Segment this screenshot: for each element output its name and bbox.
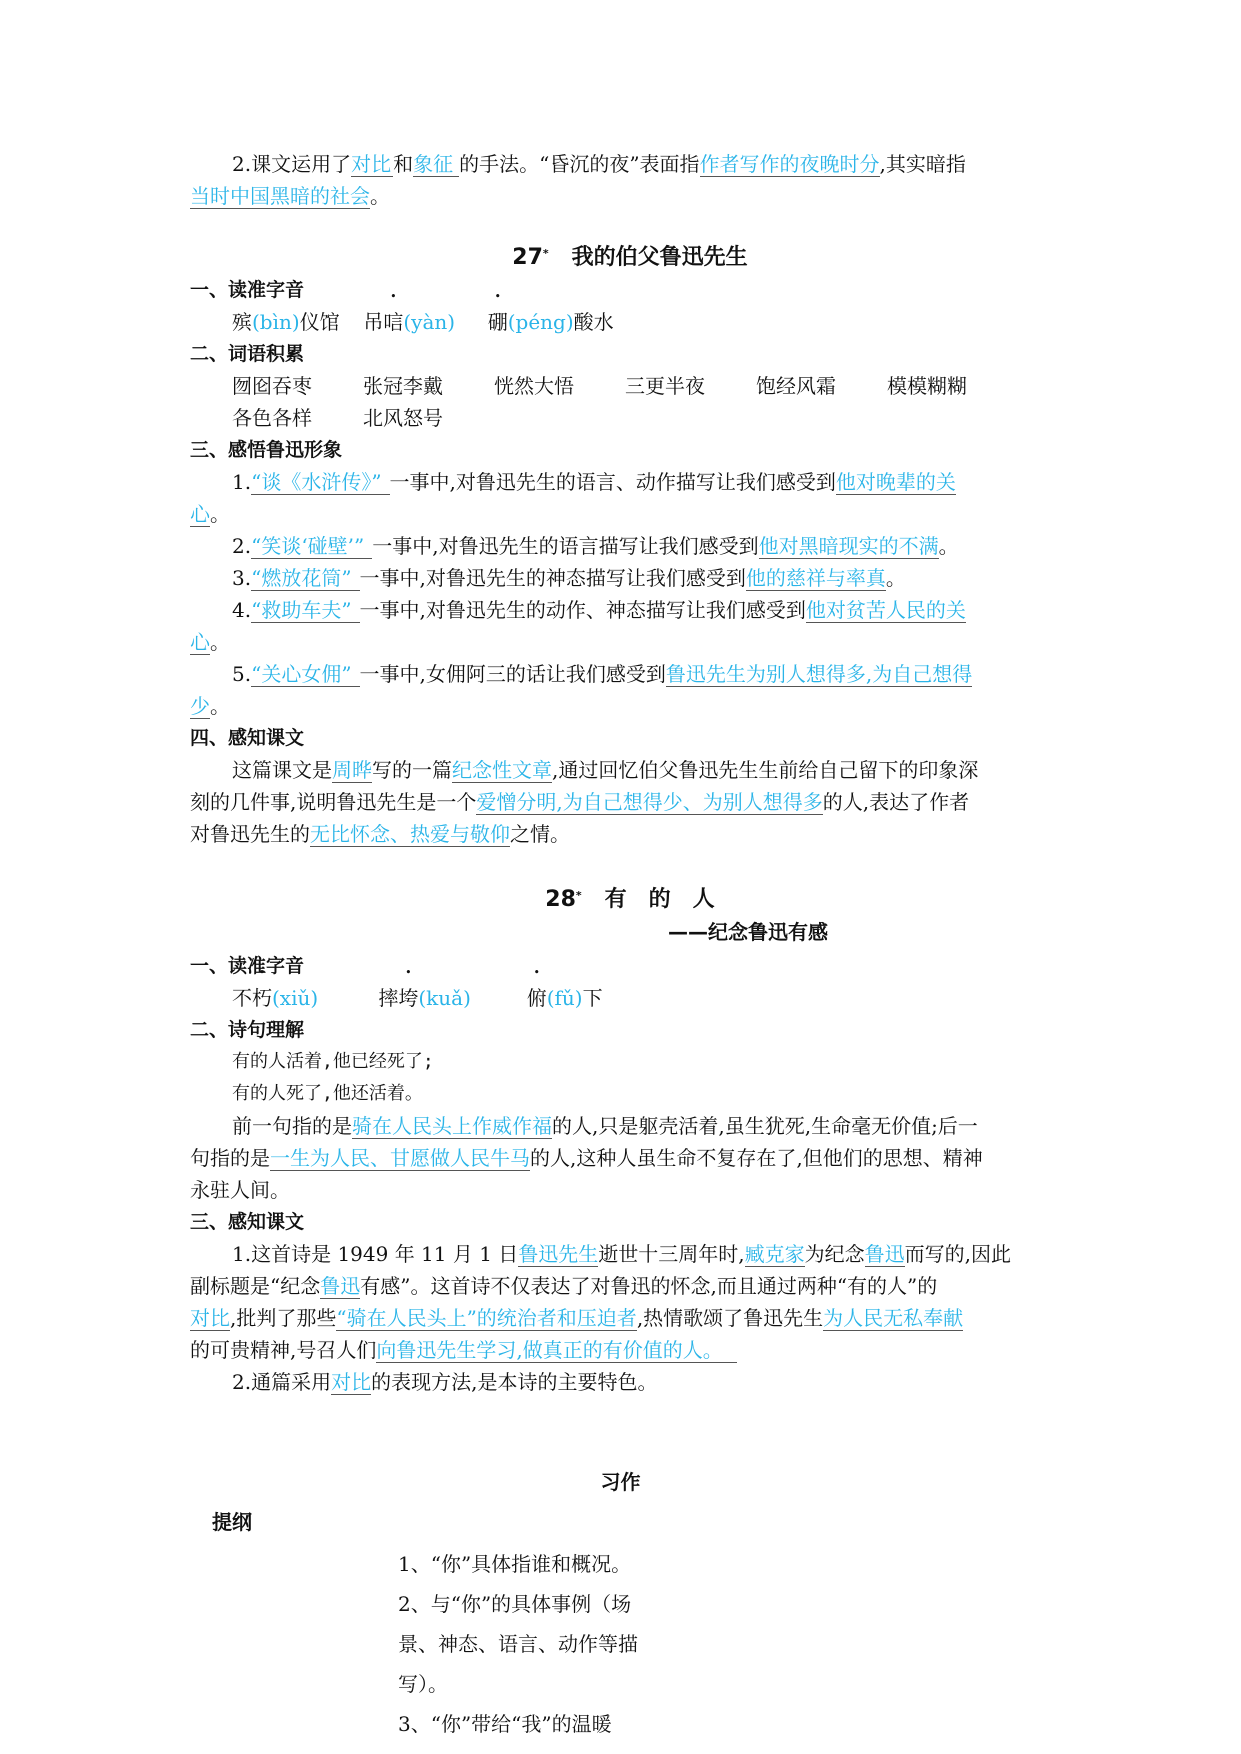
answer: 鲁迅先生 [518,1242,599,1266]
pron-item: 硼(péng)酸水 [488,306,614,338]
q5-line: 5.“关心女佣” 一事中,女佣阿三的话让我们感受到鲁迅先生为别人想得多,为自己想得 [232,662,973,686]
answer: 鲁迅 [320,1274,361,1298]
answer: 鲁迅 [864,1242,905,1266]
l28-section-1: 一、读准字音 [190,955,305,977]
dotted-char: 朽 [252,986,272,1010]
outline-item: 2、与“你”的具体事例（场 [398,1592,632,1616]
pron-item: 不朽(xiǔ) [232,982,372,1014]
text-line-5: 2.通篇采用对比的表现方法,是本诗的主要特色。 [232,1370,658,1394]
text-line-1: 1.这首诗是 1949 年 11 月 1 日鲁迅先生逝世十三周年时,臧克家为纪念鲁迅而写的,因此 [232,1242,1012,1266]
answer: “救助车夫” [251,598,359,623]
dotted-char: 俯 [526,986,547,1010]
answer: “笑谈‘碰壁’” [251,534,372,559]
q1-line: 1.“谈《水浒传》” 一事中,对鲁迅先生的语言、动作描写让我们感受到他对晚辈的关 [232,470,956,494]
l27-words-row-1 [190,370,1070,402]
text-line-2: 副标题是“纪念鲁迅有感”。这首诗不仅表达了对鲁迅的怀念,而且通过两种“有的人”的 [190,1274,938,1298]
pron-item: 殡(bìn)仪馆 [232,306,357,338]
text: 的手法。“昏沉的夜”表面指 [459,152,700,176]
outline-item: 写）。 [398,1672,448,1696]
outline-item: 3、“你”带给“我”的温暖 [398,1712,612,1736]
answer: 对比 [190,1306,230,1330]
l28-section-3: 三、感知课文 [190,1211,305,1233]
outline-list [398,1544,698,1744]
star-mark: * [542,247,549,260]
summary-line-2: 刻的几件事,说明鲁迅先生是一个爱憎分明,为自己想得少、为别人想得多的人,表达了作者 [190,790,970,814]
l27-words-row-2 [190,402,1070,434]
l28-pron-row [190,982,1070,1014]
dotted-char: 唁 [383,310,404,334]
outline-label: 提纲 [212,1510,252,1534]
lesson-title: 有 的 人 [604,887,715,912]
q4-line-2: 心。 [190,630,230,654]
dotted-char: 殡 [232,310,252,334]
answer: 作者写作的夜晚时分 [699,152,880,176]
pron-item: 俯(fǔ)下 [527,982,603,1014]
text-line-4: 的可贵精神,号召人们向鲁迅先生学习,做真正的有价值的人。 [190,1334,1070,1366]
answer: 对比 [351,152,392,176]
dotted-char: 硼 [487,310,508,334]
star-mark: * [575,889,582,902]
pinyin: (fǔ) [546,986,583,1010]
poem-line-1: 有的人活着,他已经死了; [232,1051,434,1072]
pinyin: (xiǔ) [272,986,319,1010]
lesson28-subtitle: ——纪念鲁迅有感 [668,920,828,944]
word: 张冠李戴 [363,374,443,398]
answer: 心 [190,502,210,526]
answer: 鲁迅先生为别人想得多,为自己想得 [665,662,973,686]
word: 各色各样 [232,406,312,430]
l27-pron-row [190,306,1070,338]
lesson-number: 28 [545,887,576,912]
lesson27-title [190,242,1070,274]
q5-line-2: 少。 [190,694,230,718]
word: 北风怒号 [363,406,443,430]
answer: 一生为人民、甘愿做人民牛马 [270,1146,530,1170]
explain-line-1: 前一句指的是骑在人民头上作威作福的人,只是躯壳活着,虽生犹死,生命毫无价值;后一 [232,1114,978,1138]
q3-line: 3.“燃放花筒” 一事中,对鲁迅先生的神态描写让我们感受到他的慈祥与率真。 [232,566,906,590]
prev-line-1 [190,148,1070,180]
pinyin: (yàn) [403,310,456,334]
answer: 他的慈祥与率真 [745,566,886,590]
answer: 当时中国黑暗的社会 [190,184,370,208]
explain-line-2: 句指的是一生为人民、甘愿做人民牛马的人,这种人虽生命不复存在了,但他们的思想、精神 [190,1146,983,1170]
l27-section-4: 四、感知课文 [190,727,305,749]
l27-section-3: 三、感悟鲁迅形象 [190,439,343,461]
l28-section-2: 二、诗句理解 [190,1019,305,1041]
answer: “燃放花筒” [251,566,359,591]
document-page [190,148,1070,1398]
answer: 向鲁迅先生学习,做真正的有价值的人。 [376,1338,736,1363]
word: 模模糊糊 [887,374,967,398]
prev-line-2 [190,180,1070,212]
word: 囫囵吞枣 [232,374,312,398]
answer: 他对晚辈的关 [835,470,956,494]
outline-item: 景、神态、语言、动作等描 [398,1632,638,1656]
lesson-number: 27 [512,245,543,270]
answer: 他对贫苦人民的关 [805,598,966,622]
answer: “谈《水浒传》” [251,470,389,495]
summary-line-1: 这篇课文是周晔写的一篇纪念性文章,通过回忆伯父鲁迅先生生前给自己留下的印象深 [232,758,979,782]
answer: 对比 [331,1370,372,1394]
outline-item: 1、“你”具体指谁和概况。 [398,1552,632,1576]
answer: 纪念性文章 [452,758,552,782]
poem-line-2: 有的人死了,他还活着。 [232,1083,423,1104]
composition-title: 习作 [600,1470,641,1494]
l27-section-1: 一、读准字音 [190,279,305,301]
answer: 象征 [413,152,459,177]
l27-section-2: 二、词语积累 [190,343,305,365]
pinyin: (bìn) [252,310,300,334]
outline-clip [0,1540,1241,1736]
lesson28-title [190,884,1070,916]
answer: 骑在人民头上作威作福 [352,1114,552,1138]
text: 。 [370,184,390,208]
word: 恍然大悟 [494,374,574,398]
answer: 无比怀念、热爱与敬仰 [310,822,510,846]
dotted-char: 垮 [398,986,419,1010]
word: 三更半夜 [625,374,705,398]
pinyin: (péng) [507,310,574,334]
answer: 为人民无私奉献 [823,1306,964,1330]
answer: 他对黑暗现实的不满 [758,534,939,558]
word: 饱经风霜 [756,374,836,398]
text: ,其实暗指 [879,152,966,176]
explain-line-3: 永驻人间。 [190,1178,290,1202]
answer: “关心女佣” [251,662,359,687]
pron-item: 吊唁(yàn) [363,306,481,338]
q2-line: 2.“笑谈‘碰壁’” 一事中,对鲁迅先生的语言描写让我们感受到他对黑暗现实的不满。 [232,534,959,558]
pinyin: (kuǎ) [418,986,471,1010]
answer: 臧克家 [744,1242,805,1266]
summary-line-3: 对鲁迅先生的无比怀念、热爱与敬仰之情。 [190,822,570,846]
pron-item: 摔垮(kuǎ) [378,982,520,1014]
text-line-3: 对比,批判了那些“骑在人民头上”的统治者和压迫者,热情歌颂了鲁迅先生为人民无私奉献 [190,1306,964,1330]
answer: 周晔 [332,758,372,782]
lesson-title: 我的伯父鲁迅先生 [571,245,748,270]
q4-line: 4.“救助车夫” 一事中,对鲁迅先生的动作、神态描写让我们感受到他对贫苦人民的关 [232,598,966,622]
answer: “骑在人民头上”的统治者和压迫者 [336,1306,637,1330]
text: 2.课文运用了 [232,152,352,176]
answer: 心 [190,630,210,654]
q1-line-2: 心。 [190,502,230,526]
text: 和 [393,152,414,176]
answer: 爱憎分明,为自己想得少、为别人想得多 [476,790,823,814]
answer: 少 [190,694,210,718]
